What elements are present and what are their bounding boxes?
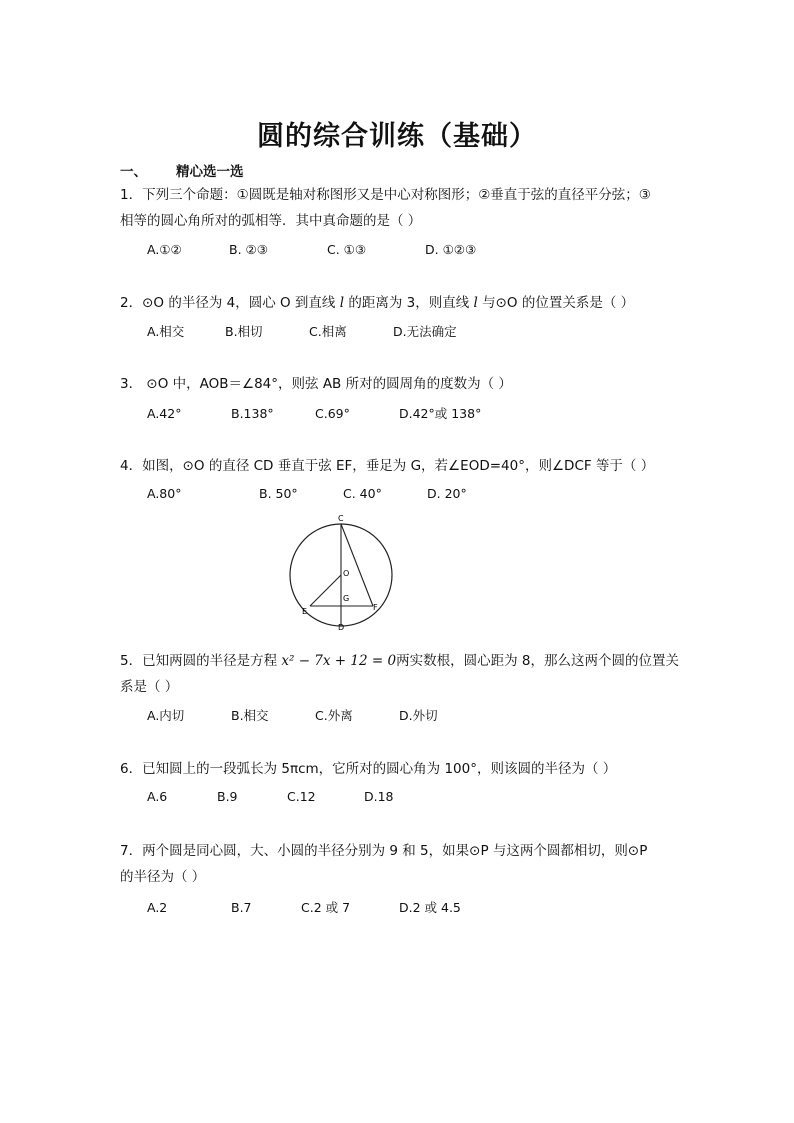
question-1-text-line-2: 相等的圆心角所对的弧相等．其中真命题的是（ ） bbox=[120, 213, 422, 229]
label-g: G bbox=[343, 594, 350, 603]
section-heading bbox=[120, 160, 244, 180]
option-a: A.42° bbox=[147, 406, 182, 421]
question-1-options bbox=[147, 242, 476, 257]
option-b: B.138° bbox=[231, 406, 274, 421]
option-d: D.外切 bbox=[399, 708, 438, 723]
question-4-options bbox=[147, 486, 467, 501]
option-b: B.9 bbox=[217, 789, 238, 804]
question-3-text: 3． ⊙O 中，AOB＝∠84°，则弦 AB 所对的圆周角的度数为（ ） bbox=[120, 376, 512, 392]
option-a: A.2 bbox=[147, 900, 168, 915]
question-2-text: 2．⊙O 的半径为 4，圆心 O 到直线 l 的距离为 3，则直线 l 与⊙O 的位置关系是（ ） bbox=[120, 295, 635, 311]
variable-l: l bbox=[339, 295, 345, 311]
question-5-text-line-2: 系是（ ） bbox=[120, 679, 179, 695]
option-d: D.42°或 138° bbox=[399, 406, 482, 421]
label-e: E bbox=[302, 607, 308, 616]
question-2-options bbox=[147, 322, 457, 340]
question-7-text-line-1: 7．两个圆是同心圆，大、小圆的半径分别为 9 和 5，如果⊙P 与这两个圆都相切，则⊙P bbox=[120, 843, 648, 859]
variable-l: l bbox=[473, 295, 478, 311]
quadratic-equation: x² − 7x + 12 = 0 bbox=[281, 653, 397, 669]
question-7-options bbox=[147, 898, 461, 916]
option-d: D.无法确定 bbox=[393, 324, 457, 339]
section-label: 精心选一选 bbox=[176, 164, 244, 180]
question-5-options bbox=[147, 706, 438, 724]
option-c: C.2 或 7 bbox=[301, 900, 351, 915]
question-4-text: 4．如图，⊙O 的直径 CD 垂直于弦 EF，垂足为 G，若∠EOD=40°，则∠DCF 等于（ ） bbox=[120, 458, 655, 474]
option-b: B.相切 bbox=[225, 324, 263, 339]
question-7-text-line-2: 的半径为（ ） bbox=[120, 869, 206, 885]
label-d: D bbox=[338, 623, 345, 632]
option-d: D. ①②③ bbox=[425, 242, 477, 257]
option-c: C.外离 bbox=[315, 708, 353, 723]
page-title: 圆的综合训练（基础） bbox=[257, 121, 537, 152]
segment-oe bbox=[310, 575, 341, 606]
option-b: B.7 bbox=[231, 900, 252, 915]
option-c: C. 40° bbox=[343, 486, 382, 501]
option-b: B. 50° bbox=[259, 486, 298, 501]
label-f: F bbox=[373, 603, 378, 612]
question-1-text-line-1: 1．下列三个命题：①圆既是轴对称图形又是中心对称图形；②垂直于弦的直径平分弦；③ bbox=[120, 187, 651, 203]
option-d: D.18 bbox=[364, 789, 394, 804]
option-d: D.2 或 4.5 bbox=[399, 900, 461, 915]
option-a: A.①② bbox=[147, 242, 182, 257]
option-c: C.69° bbox=[315, 406, 350, 421]
option-c: C.相离 bbox=[309, 324, 347, 339]
question-5-text-line-1: 5．已知两圆的半径是方程 x² − 7x + 12 = 0两实数根，圆心距为 8，那么这两个圆的位置关 bbox=[120, 653, 679, 669]
option-a: A.80° bbox=[147, 486, 182, 501]
label-o: O bbox=[343, 569, 350, 578]
label-c: C bbox=[338, 514, 344, 523]
circle-figure bbox=[287, 512, 397, 632]
option-b: B. ②③ bbox=[229, 242, 268, 257]
section-number: 一、 bbox=[120, 164, 147, 180]
question-3-options bbox=[147, 404, 481, 422]
option-a: A.内切 bbox=[147, 708, 185, 723]
option-b: B.相交 bbox=[231, 708, 269, 723]
option-d: D. 20° bbox=[427, 486, 467, 501]
option-a: A.相交 bbox=[147, 324, 185, 339]
option-a: A.6 bbox=[147, 789, 168, 804]
option-c: C.12 bbox=[287, 789, 316, 804]
question-6-options bbox=[147, 789, 394, 804]
option-c: C. ①③ bbox=[327, 242, 367, 257]
question-6-text: 6．已知圆上的一段弧长为 5πcm，它所对的圆心角为 100°，则该圆的半径为（ ） bbox=[120, 761, 617, 777]
